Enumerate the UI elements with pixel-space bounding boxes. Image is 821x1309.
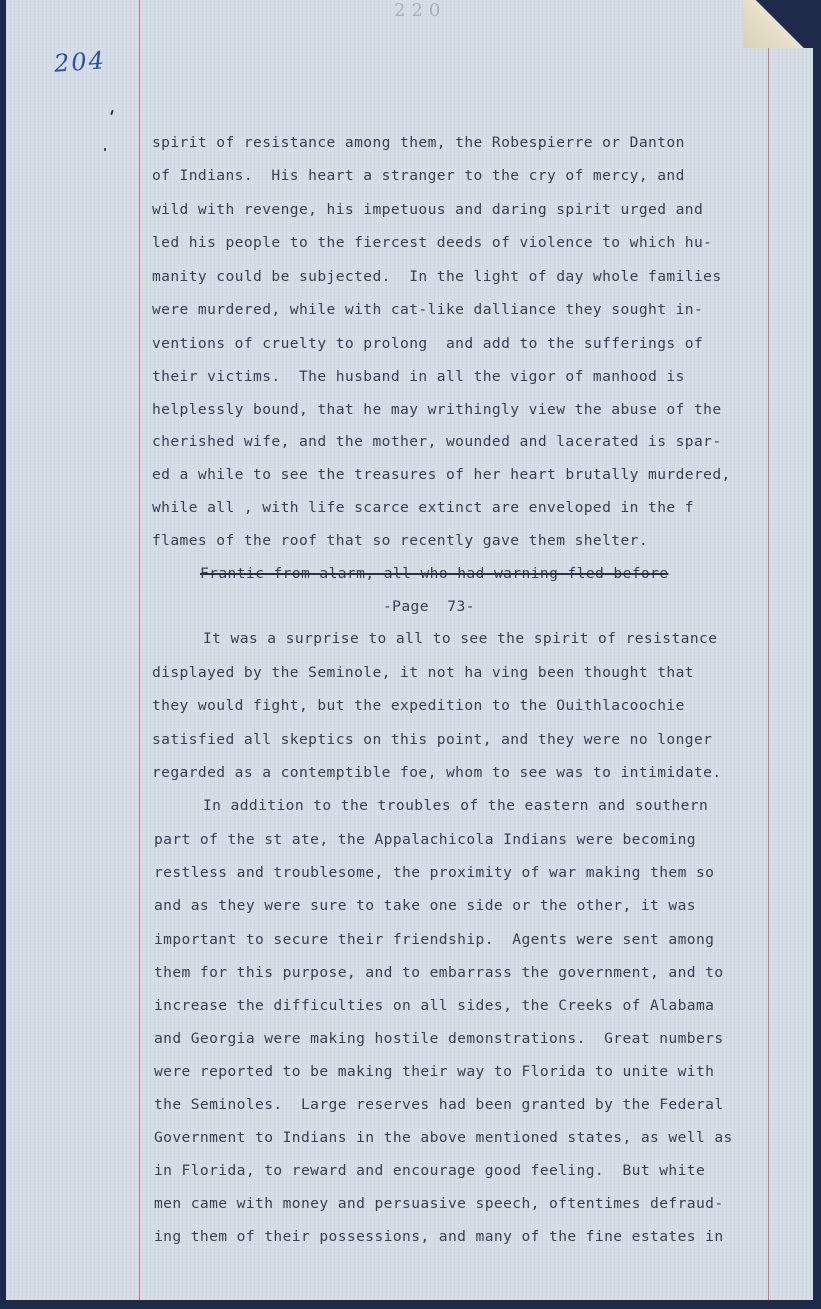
text-line: ing them of their possessions, and many of the fine estates in — [154, 1228, 724, 1245]
text-line: of Indians. His heart a stranger to the cry of mercy, and — [152, 167, 685, 184]
text-line: were reported to be making their way to Florida to unite with — [154, 1063, 715, 1080]
text-line: and Georgia were making hostile demonstrations. Great numbers — [154, 1030, 724, 1047]
text-line: the Seminoles. Large reserves had been granted by the Federal — [154, 1096, 724, 1113]
typescript-page — [6, 0, 813, 1300]
text-line: were murdered, while with cat-like dalliance they sought in- — [152, 301, 704, 318]
text-line: flames of the roof that so recently gave them shelter. — [152, 532, 649, 549]
text-line: spirit of resistance among them, the Robespierre or Danton — [152, 134, 685, 151]
text-line: manity could be subjected. In the light of day whole families — [152, 268, 722, 285]
faint-page-number: 220 — [394, 0, 447, 21]
text-line: satisfied all skeptics on this point, and they were no longer — [152, 731, 713, 748]
ink-mark — [110, 110, 114, 115]
text-line: men came with money and persuasive speech, oftentimes defraud- — [154, 1195, 724, 1212]
text-line: regarded as a contemptible foe, whom to see was to intimidate. — [152, 764, 722, 781]
text-line: in Florida, to reward and encourage good feeling. But white — [154, 1162, 706, 1179]
text-line: they would fight, but the expedition to the Ouithlacoochie — [152, 697, 685, 714]
text-line: ventions of cruelty to prolong and add to the sufferings of — [152, 335, 704, 352]
struck-out-line: Frantic from alarm, all who had warning fled before — [200, 565, 669, 582]
text-line: ed a while to see the treasures of her heart brutally murdered, — [152, 466, 731, 483]
text-line: their victims. The husband in all the vigor of manhood is — [152, 368, 685, 385]
text-line: displayed by the Seminole, it not ha ving been thought that — [152, 664, 694, 681]
text-line: important to secure their friendship. Agents were sent among — [154, 931, 715, 948]
text-line: them for this purpose, and to embarrass the government, and to — [154, 964, 724, 981]
handwritten-folio-number: 204 — [53, 46, 107, 78]
ink-mark — [104, 148, 106, 151]
text-line: wild with revenge, his impetuous and daring spirit urged and — [152, 201, 704, 218]
text-line: led his people to the fiercest deeds of violence to which hu- — [152, 234, 713, 251]
right-margin-rule — [768, 0, 769, 1300]
text-line: Government to Indians in the above mentioned states, as well as — [154, 1129, 733, 1146]
text-line: cherished wife, and the mother, wounded and lacerated is spar- — [152, 433, 722, 450]
left-margin-rule — [139, 0, 140, 1300]
text-line: increase the difficulties on all sides, the Creeks of Alabama — [154, 997, 715, 1014]
text-line: and as they were sure to take one side or the other, it was — [154, 897, 696, 914]
page-marker: -Page 73- — [383, 598, 475, 615]
text-line: while all , with life scarce extinct are enveloped in the f — [152, 499, 694, 516]
text-line: It was a surprise to all to see the spirit of resistance — [203, 630, 718, 647]
folded-corner — [743, 0, 813, 48]
text-line: restless and troublesome, the proximity of war making them so — [154, 864, 715, 881]
text-line: In addition to the troubles of the eastern and southern — [203, 797, 709, 814]
text-line: helplessly bound, that he may writhingly view the abuse of the — [152, 401, 722, 418]
text-line: part of the st ate, the Appalachicola Indians were becoming — [154, 831, 696, 848]
